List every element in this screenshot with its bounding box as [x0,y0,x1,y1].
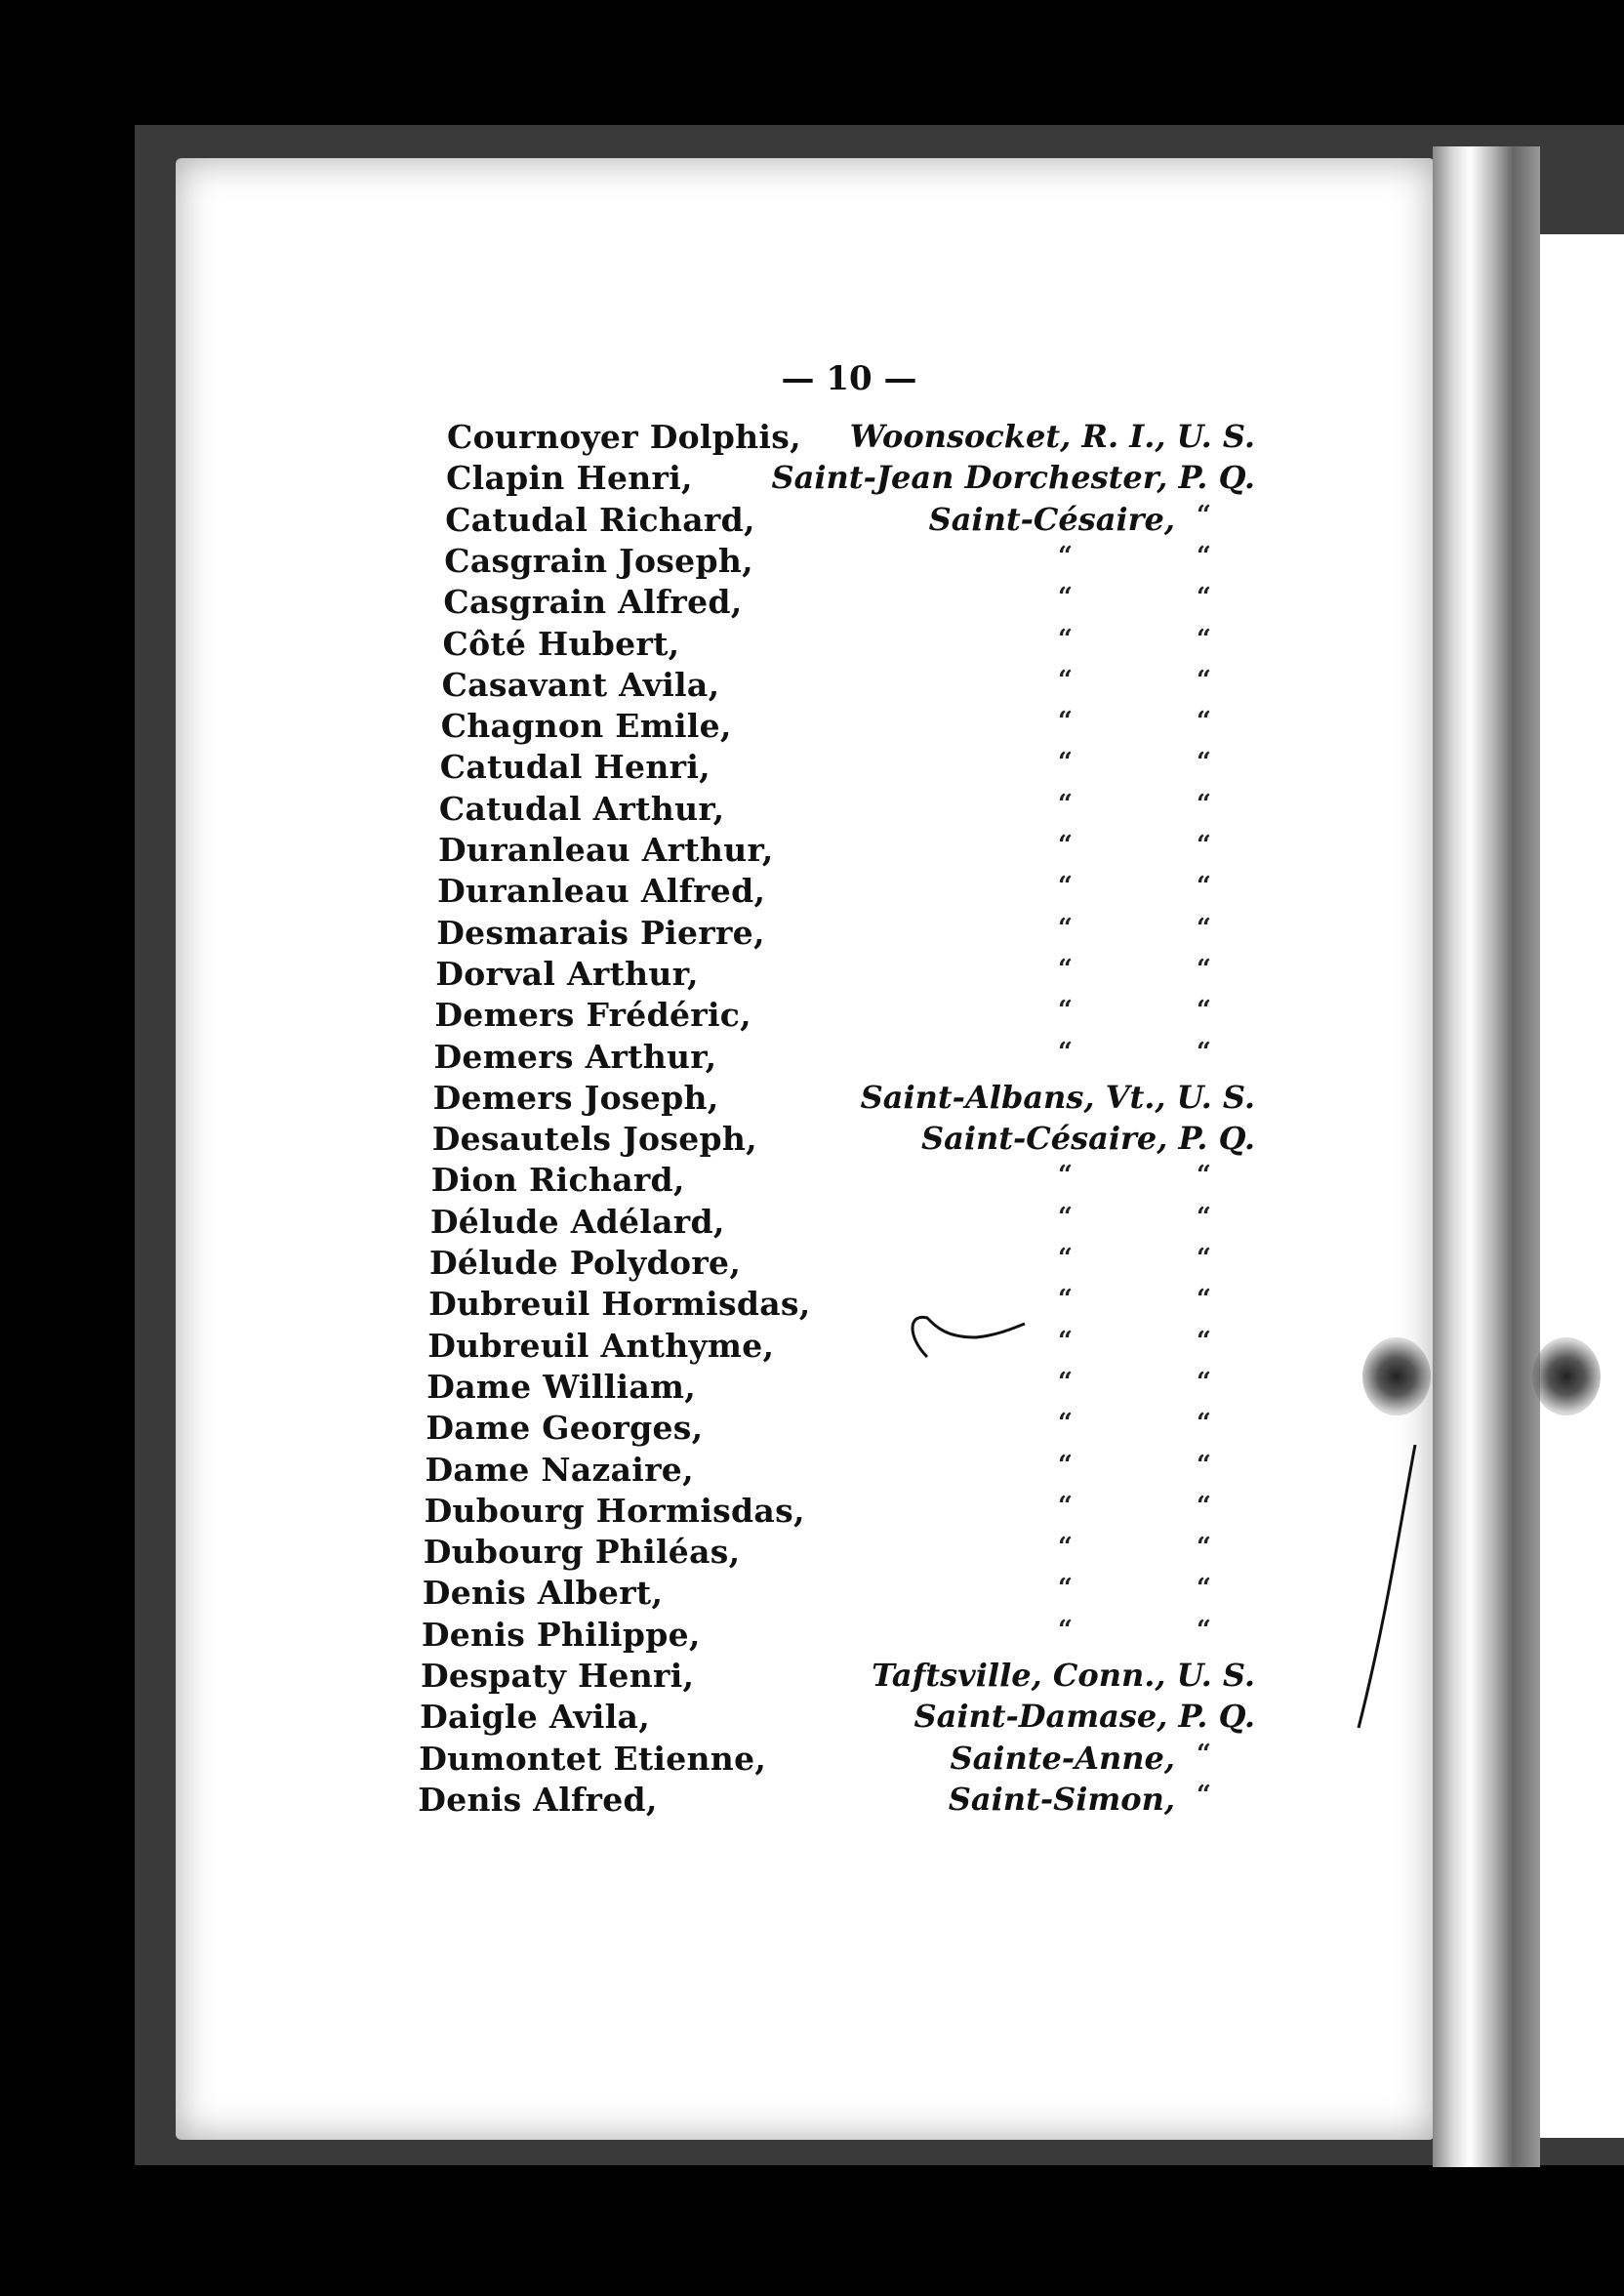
entry-name: Despaty Henri, [421,1657,695,1695]
entry-row [0,1079,1624,1120]
entry-place: Woonsocket, R. I., U. S. [849,418,1255,455]
entry-place: Saint-Césaire, [928,500,1175,538]
ditto-mark: “ [1197,665,1211,695]
entry-name: Dubreuil Anthyme, [427,1326,775,1365]
entry-row [0,1533,1624,1574]
ditto-mark: “ [1197,1202,1211,1232]
entry-row [0,583,1624,624]
entry-name: Catudal Arthur, [438,789,725,828]
ditto-mark: “ [1197,583,1211,613]
entry-row [0,542,1624,583]
entry-name: Dorval Arthur, [435,954,699,993]
entry-row [0,872,1624,913]
entry-row [0,501,1624,542]
entry-name: Desautels Joseph, [431,1120,757,1159]
entry-name: Desmarais Pierre, [436,913,765,952]
ditto-mark: “ [1058,1409,1073,1439]
ditto-mark: “ [1058,954,1073,984]
ditto-mark: “ [1197,1615,1211,1645]
ditto-mark: “ [1197,1450,1211,1480]
entry-row [0,996,1624,1037]
entry-name: Délude Polydore, [429,1244,742,1282]
entry-row [0,625,1624,666]
ditto-mark: “ [1197,1739,1211,1769]
entry-row [0,1368,1624,1409]
entry-row [0,1120,1624,1161]
entry-row [0,707,1624,748]
ditto-mark: “ [1058,1367,1073,1397]
ditto-mark: “ [1058,913,1073,943]
ditto-mark: “ [1058,1326,1073,1356]
ditto-mark: “ [1197,1326,1211,1356]
entry-name: Duranleau Arthur, [438,831,774,869]
entry-name: Dion Richard, [430,1161,685,1200]
entry-name: Dame Georges, [426,1409,704,1448]
ditto-mark: “ [1197,1780,1211,1810]
ditto-mark: “ [1058,1285,1073,1315]
ditto-mark: “ [1058,1533,1073,1563]
ditto-mark: “ [1197,954,1211,984]
entry-row [0,459,1624,500]
ditto-mark: “ [1197,1574,1211,1604]
entry-place: Saint-Albans, Vt., U. S. [860,1078,1255,1116]
entry-name: Casgrain Alfred, [443,583,743,622]
ditto-mark: “ [1197,707,1211,737]
entry-row [0,1409,1624,1450]
entry-name: Duranleau Alfred, [437,872,766,911]
ditto-mark: “ [1197,1367,1211,1397]
entry-row [0,790,1624,831]
ditto-mark: “ [1058,665,1073,695]
ditto-mark: “ [1058,996,1073,1026]
ditto-mark: “ [1058,831,1073,860]
ditto-mark: “ [1197,789,1211,819]
entry-place: Saint-Césaire, P. Q. [920,1120,1255,1158]
entry-row [0,914,1624,955]
ditto-mark: “ [1058,1615,1073,1645]
ditto-mark: “ [1058,1574,1073,1604]
entry-name: Demers Arthur, [433,1037,717,1076]
ditto-mark: “ [1058,583,1073,613]
ditto-mark: “ [1058,624,1073,654]
ditto-mark: “ [1197,831,1211,860]
entry-name: Denis Philippe, [421,1615,701,1654]
entry-place: Saint-Jean Dorchester, P. Q. [771,459,1255,497]
entry-name: Dubreuil Hormisdas, [428,1285,811,1324]
ditto-mark: “ [1058,1450,1073,1480]
entry-row [0,1574,1624,1615]
entry-place: Saint-Simon, [948,1780,1175,1818]
entry-name: Dubourg Philéas, [423,1533,741,1572]
ditto-mark: “ [1197,1533,1211,1563]
entry-name: Demers Joseph, [432,1078,719,1117]
ditto-mark: “ [1058,1037,1073,1067]
entry-name: Demers Frédéric, [434,996,751,1035]
entry-row [0,1657,1624,1698]
ditto-mark: “ [1197,1491,1211,1521]
entry-row [0,1781,1624,1822]
entry-row [0,666,1624,707]
entry-row [0,1740,1624,1781]
entry-name: Dame William, [426,1367,697,1406]
ditto-mark: “ [1197,500,1211,530]
entry-row [0,1038,1624,1079]
entry-name: Dame Nazaire, [425,1450,694,1489]
ditto-mark: “ [1058,872,1073,902]
ditto-mark: “ [1058,789,1073,819]
ditto-mark: “ [1197,1285,1211,1315]
entry-place: Saint-Damase, P. Q. [914,1698,1255,1736]
ditto-mark: “ [1197,541,1211,571]
entry-name: Catudal Richard, [445,500,755,539]
entry-place: Sainte-Anne, [950,1739,1175,1777]
entry-row [0,955,1624,996]
page-number: — 10 — [781,359,917,398]
entry-name: Denis Albert, [422,1574,664,1613]
ditto-mark: “ [1197,996,1211,1026]
entry-name: Casgrain Joseph, [444,541,753,580]
entry-name: Délude Adélard, [429,1202,725,1241]
entry-name: Chagnon Emile, [440,707,732,746]
entry-row [0,1285,1624,1326]
ditto-mark: “ [1197,1244,1211,1273]
entry-row [0,1616,1624,1657]
ditto-mark: “ [1058,1202,1073,1232]
entry-name: Dumontet Etienne, [419,1739,767,1778]
ditto-mark: “ [1058,707,1073,737]
ditto-mark: “ [1197,748,1211,778]
entry-row [0,1203,1624,1244]
entry-name: Casavant Avila, [441,665,720,704]
ditto-mark: “ [1058,748,1073,778]
entry-row [0,1492,1624,1533]
entry-name: Dubourg Hormisdas, [424,1491,805,1530]
entry-row [0,1451,1624,1492]
entry-name: Cournoyer Dolphis, [447,418,801,456]
entry-row [0,418,1624,459]
entry-row [0,1244,1624,1285]
ditto-mark: “ [1197,913,1211,943]
entry-row [0,748,1624,789]
entry-name: Denis Alfred, [418,1780,658,1819]
entry-row [0,1698,1624,1739]
ditto-mark: “ [1058,541,1073,571]
entry-name: Clapin Henri, [446,459,693,498]
entry-row [0,1161,1624,1202]
entry-name: Catudal Henri, [439,748,710,787]
ditto-mark: “ [1058,1491,1073,1521]
entry-row [0,831,1624,872]
ditto-mark: “ [1197,1037,1211,1067]
ditto-mark: “ [1197,624,1211,654]
entry-place: Taftsville, Conn., U. S. [872,1657,1255,1694]
entry-row [0,1327,1624,1368]
ditto-mark: “ [1197,1409,1211,1439]
ditto-mark: “ [1058,1244,1073,1273]
ditto-mark: “ [1197,872,1211,902]
ditto-mark: “ [1058,1161,1073,1191]
entry-name: Côté Hubert, [442,624,680,663]
ditto-mark: “ [1197,1161,1211,1191]
entry-name: Daigle Avila, [420,1698,651,1737]
